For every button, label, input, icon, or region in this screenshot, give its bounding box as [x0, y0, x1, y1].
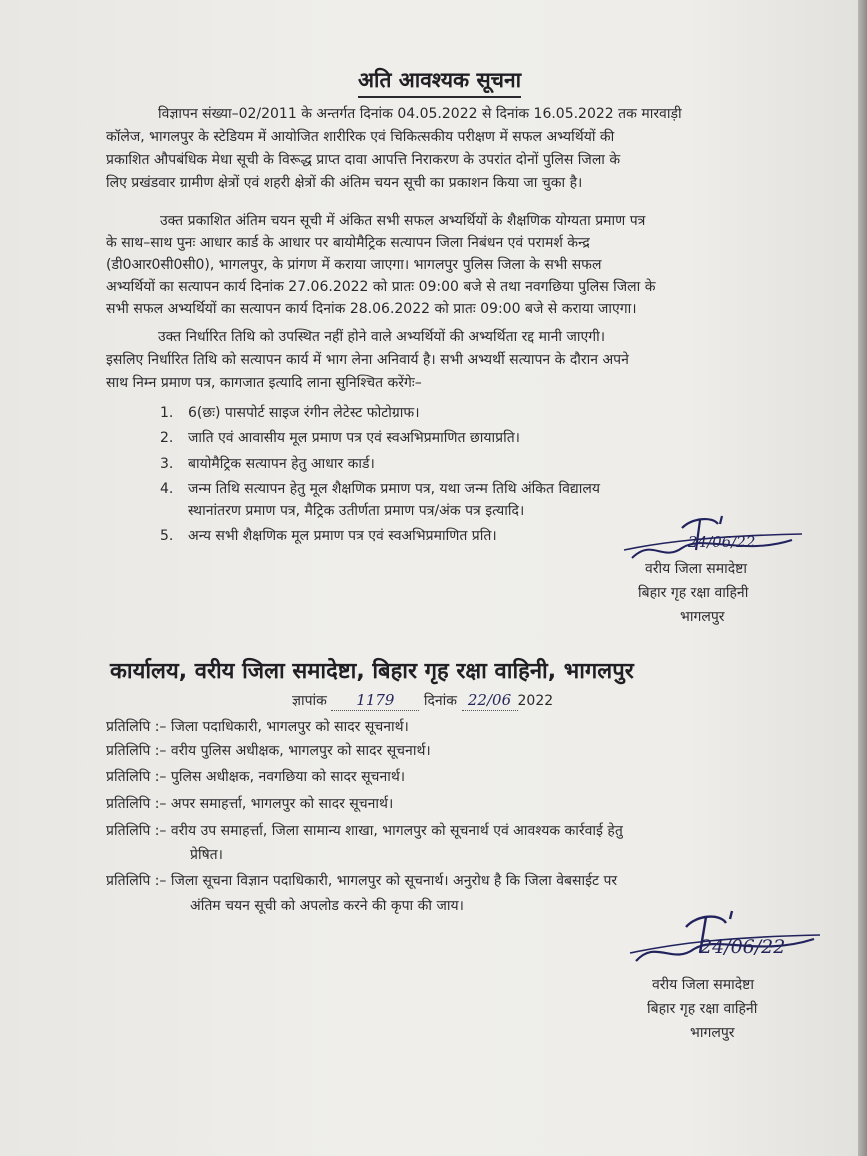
- list-item-text: अन्य सभी शैक्षणिक मूल प्रमाण पत्र एवं स्वअभिप्रमाणित प्रति।: [188, 528, 497, 544]
- signature-designation: वरीय जिला समादेष्टा: [645, 561, 747, 577]
- copy-text: वरीय उप समाहर्त्ता, जिला सामान्य शाखा, भागलपुर को सूचनार्थ एवं आवश्यक कार्रवाई हेतु: [170, 823, 623, 839]
- list-number: 1.: [160, 405, 174, 421]
- paragraph-line: कॉलेज, भागलपुर के स्टेडियम में आयोजित शारीरिक एवं चिकित्सकीय परीक्षण में सफल अभ्यर्थियों की: [106, 129, 615, 145]
- list-item-text: बायोमैट्रिक सत्यापन हेतु आधार कार्ड।: [188, 456, 375, 472]
- signature-location: भागलपुर: [680, 609, 725, 625]
- copy-label: प्रतिलिपि :–: [106, 823, 167, 839]
- paragraph-line: प्रकाशित औपबंधिक मेधा सूची के विरूद्ध प्राप्त दावा आपत्ति निराकरण के उपरांत दोनों पुलिस जिला के: [106, 152, 621, 168]
- copy-label: प्रतिलिपि :–: [106, 743, 167, 759]
- copy-text: जिला पदाधिकारी, भागलपुर को सादर सूचनार्थ।: [170, 719, 409, 735]
- memo-year: 2022: [517, 693, 554, 709]
- list-item: [160, 479, 600, 499]
- copy-text: अपर समाहर्त्ता, भागलपुर को सादर सूचनार्थ।: [170, 796, 394, 812]
- copy-entry: [106, 871, 617, 891]
- paragraph-line: उक्त प्रकाशित अंतिम चयन सूची में अंकित सभी सफल अभ्यर्थियों के शैक्षणिक योग्यता प्रमाण पत्र: [160, 213, 646, 229]
- signature-organisation: बिहार गृह रक्षा वाहिनी: [647, 1001, 758, 1017]
- paragraph-line: अभ्यर्थियों का सत्यापन कार्य दिनांक 27.06.2022 को प्रातः 09:00 बजे से तथा नवगछिया पुलिस जिला के: [106, 279, 656, 295]
- signature-designation: वरीय जिला समादेष्टा: [652, 977, 754, 993]
- copy-label: प्रतिलिपि :–: [106, 796, 167, 812]
- list-item-text: जाति एवं आवासीय मूल प्रमाण पत्र एवं स्वअभिप्रमाणित छायाप्रति।: [188, 430, 520, 446]
- paragraph-line: विज्ञापन संख्या–02/2011 के अन्तर्गत दिनांक 04.05.2022 से दिनांक 16.05.2022 तक मारवाड़ी: [158, 106, 682, 122]
- list-number: 4.: [160, 481, 174, 497]
- copy-label: प्रतिलिपि :–: [106, 719, 167, 735]
- page-edge: [858, 0, 867, 1156]
- copy-label: प्रतिलिपि :–: [106, 873, 167, 889]
- date-label: दिनांक: [423, 693, 458, 709]
- list-item: [160, 454, 375, 474]
- copy-continuation: अंतिम चयन सूची को अपलोड करने की कृपा की जाय।: [190, 898, 464, 914]
- signature-location: भागलपुर: [690, 1025, 735, 1041]
- list-item: [160, 403, 420, 423]
- list-number: 2.: [160, 430, 174, 446]
- copy-continuation: प्रेषित।: [190, 847, 223, 863]
- paragraph-line: (डी0आर0सी0सी0), भागलपुर, के प्रांगण में कराया जाएगा। भागलपुर पुलिस जिला के सभी सफल: [106, 257, 602, 273]
- copy-entry: [106, 821, 623, 841]
- copy-text: जिला सूचना विज्ञान पदाधिकारी, भागलपुर को सूचनार्थ। अनुरोध है कि जिला वेबसाईट पर: [170, 873, 618, 889]
- list-item: [160, 428, 520, 448]
- paragraph-line: के साथ–साथ पुनः आधार कार्ड के आधार पर बायोमैट्रिक सत्यापन जिला निबंधन एवं परामर्श केन्द्र: [106, 235, 590, 251]
- memo-label: ज्ञापांक: [292, 693, 327, 709]
- copy-entry: [106, 794, 393, 814]
- memo-number: 1179: [331, 690, 419, 711]
- list-item-continuation: स्थानांतरण प्रमाण पत्र, मैट्रिक उतीर्णता प्रमाण पत्र/अंक पत्र इत्यादि।: [188, 503, 525, 519]
- list-item-text: जन्म तिथि सत्यापन हेतु मूल शैक्षणिक प्रमाण पत्र, यथा जन्म तिथि अंकित विद्यालय: [188, 481, 600, 497]
- list-item-text: 6(छः) पासपोर्ट साइज रंगीन लेटेस्ट फोटोग्राफ।: [188, 405, 420, 421]
- memo-date: 22/06: [462, 690, 518, 711]
- copy-entry: [106, 741, 431, 761]
- copy-entry: [106, 767, 405, 787]
- paragraph-line: इसलिए निर्धारित तिथि को सत्यापन कार्य में भाग लेना अनिवार्य है। सभी अभ्यर्थी सत्यापन के दौरान अपने: [106, 352, 629, 368]
- signature-date: 24/06/22: [688, 533, 756, 551]
- office-heading: कार्यालय, वरीय जिला समादेष्टा, बिहार गृह रक्षा वाहिनी, भागलपुर: [110, 659, 634, 684]
- copy-entry: [106, 717, 409, 737]
- memo-line: [292, 690, 553, 711]
- notice-title: अति आवश्यक सूचना: [358, 66, 521, 98]
- paragraph-line: साथ निम्न प्रमाण पत्र, कागजात इत्यादि लाना सुनिश्चित करेंगेः–: [106, 375, 422, 391]
- list-number: 3.: [160, 456, 174, 472]
- list-item: [160, 526, 497, 546]
- copy-label: प्रतिलिपि :–: [106, 769, 167, 785]
- list-number: 5.: [160, 528, 174, 544]
- copy-text: वरीय पुलिस अधीक्षक, भागलपुर को सादर सूचनार्थ।: [170, 743, 431, 759]
- copy-text: पुलिस अधीक्षक, नवगछिया को सादर सूचनार्थ।: [170, 769, 406, 785]
- signature-organisation: बिहार गृह रक्षा वाहिनी: [638, 585, 749, 601]
- paragraph-line: उक्त निर्धारित तिथि को उपस्थित नहीं होने वाले अभ्यर्थियों की अभ्यर्थिता रद्द मानी जाएगी।: [158, 329, 606, 345]
- paragraph-line: सभी सफल अभ्यर्थियों का सत्यापन कार्य दिनांक 28.06.2022 को प्रातः 09:00 बजे से कराया जाएगा।: [106, 301, 637, 317]
- paragraph-line: लिए प्रखंडवार ग्रामीण क्षेत्रों एवं शहरी क्षेत्रों की अंतिम चयन सूची का प्रकाशन किया जा चुका है।: [106, 175, 583, 191]
- signature-date: 24/06/22: [700, 936, 786, 958]
